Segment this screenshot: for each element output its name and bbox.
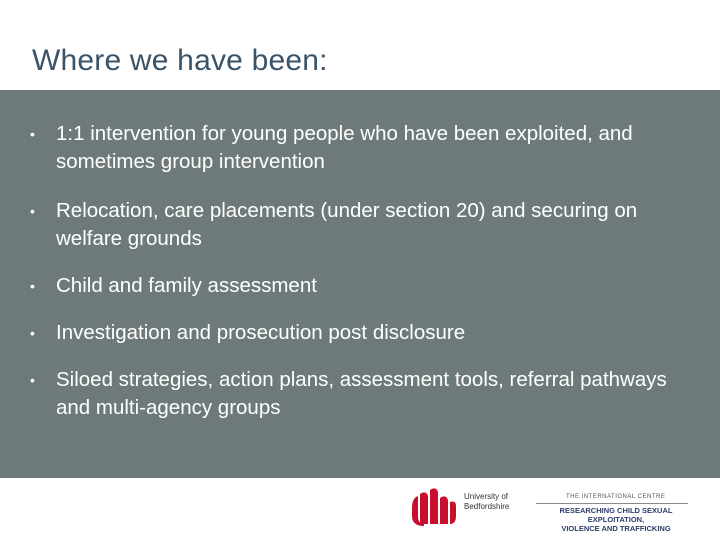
title-band [0, 0, 720, 90]
bullet-text: Child and family assessment [56, 274, 317, 297]
bullet-text: Investigation and prosecution post disclosure [56, 321, 466, 344]
bullet-dot: • [30, 126, 35, 142]
bullet-dot: • [30, 372, 35, 388]
content-panel [0, 90, 720, 478]
slide-title: Where we have been: [32, 44, 328, 77]
bullet-dot: • [30, 203, 35, 219]
bullet-text: 1:1 intervention for young people who have been exploited, and sometimes group intervention [56, 122, 633, 173]
centre-divider [536, 503, 688, 504]
bullet-text: Relocation, care placements (under section 20) and securing on welfare grounds [56, 199, 638, 250]
bullet-dot: • [30, 325, 35, 341]
university-logo-icon [410, 486, 458, 526]
bullet-text: Siloed strategies, action plans, assessment tools, referral pathways and multi-agency groups [56, 368, 667, 419]
footer [0, 478, 720, 540]
centre-name: RESEARCHING CHILD SEXUAL EXPLOITATION, VIOLENCE AND TRAFFICKING [559, 506, 673, 533]
centre-subtitle: THE INTERNATIONAL CENTRE [566, 494, 666, 500]
bullet-dot: • [30, 278, 35, 294]
university-name: University of Bedfordshire [464, 492, 510, 511]
